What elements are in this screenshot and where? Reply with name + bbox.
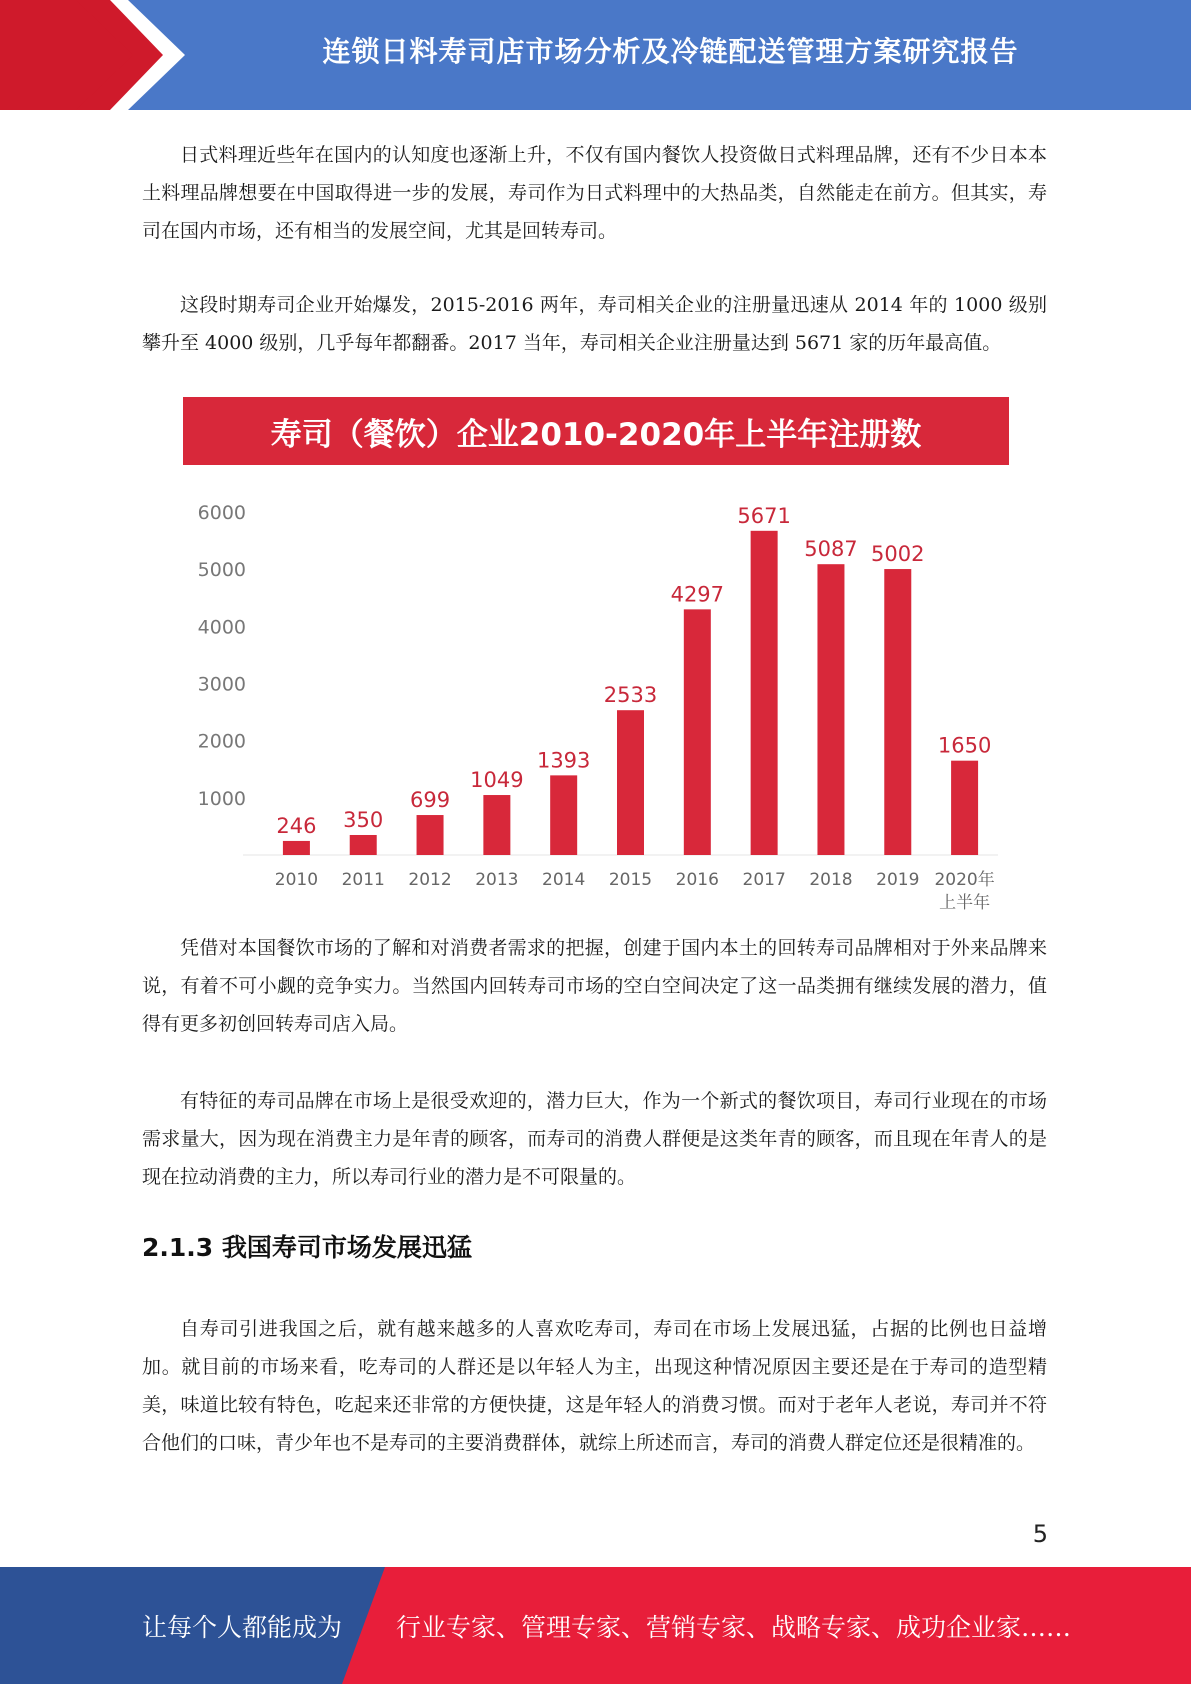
x-tick-label: 2010	[274, 870, 319, 890]
bar	[350, 835, 377, 855]
y-tick-label: 4000	[197, 616, 246, 639]
page-footer	[0, 1567, 1191, 1684]
paragraph-1: 日式料理近些年在国内的认知度也逐渐上升，不仅有国内餐饮人投资做日式料理品牌，还有不少日本本土料理品牌想要在中国取得进一步的发展，寿司作为日式料理中的大热品类，自然能走在前方。但其实，寿司在国内市场，还有相当的发展空间，尤其是回转寿司。	[142, 144, 1047, 242]
section-heading: 2.1.3 我国寿司市场发展迅猛	[142, 1233, 472, 1262]
x-tick-label: 2013	[475, 870, 519, 890]
bar	[550, 775, 577, 855]
bar	[483, 795, 510, 855]
y-tick-label: 3000	[197, 673, 246, 696]
header-title: 连锁日料寿司店市场分析及冷链配送管理方案研究报告	[322, 35, 1019, 68]
data-label: 699	[409, 788, 451, 813]
x-tick-label: 2015	[608, 870, 653, 890]
chart-title: 寿司（餐饮）企业2010-2020年上半年注册数	[183, 397, 1009, 465]
x-tick-label: 2019	[876, 870, 920, 890]
data-label: 1650	[937, 733, 992, 758]
bar	[617, 710, 644, 855]
x-tick-label: 2017	[742, 870, 786, 890]
x-tick-label: 上半年	[939, 893, 991, 913]
paragraph-5: 自寿司引进我国之后，就有越来越多的人喜欢吃寿司，寿司在市场上发展迅猛，占据的比例也日益增加。就目前的市场来看，吃寿司的人群还是以年轻人为主，出现这种情况原因主要还是在于寿司的造型精美，味道比较有特色，吃起来还非常的方便快捷，这是年轻人的消费习惯。而对于老年人老说，寿司并不符合他们的口味，青少年也不是寿司的主要消费群体，就综上所述而言，寿司的消费人群定位还是很精准的。	[142, 1318, 1047, 1454]
data-label: 2533	[603, 683, 658, 708]
x-tick-label: 2016	[675, 870, 719, 890]
x-tick-label: 2020年	[934, 870, 995, 890]
bar	[417, 815, 444, 855]
y-tick-label: 5000	[197, 559, 246, 582]
bar	[283, 841, 310, 855]
paragraph-3: 凭借对本国餐饮市场的了解和对消费者需求的把握，创建于国内本土的回转寿司品牌相对于外来品牌来说，有着不可小觑的竞争实力。当然国内回转寿司市场的空白空间决定了这一品类拥有继续发展的潜力，值得有更多初创回转寿司店入局。	[142, 937, 1047, 1035]
x-tick-label: 2014	[542, 870, 586, 890]
data-label: 1049	[470, 768, 524, 793]
x-tick-label: 2011	[341, 870, 385, 890]
bar	[884, 569, 911, 855]
data-label: 5671	[737, 503, 791, 528]
data-label: 5002	[871, 542, 925, 567]
x-tick-label: 2012	[408, 870, 452, 890]
page-header	[0, 0, 1191, 110]
data-label: 5087	[804, 537, 858, 562]
bar	[951, 761, 978, 855]
data-label: 350	[343, 807, 384, 832]
data-label: 4297	[670, 582, 725, 607]
bar-chart	[183, 480, 1009, 920]
x-tick-label: 2018	[809, 870, 853, 890]
data-label: 246	[276, 813, 317, 838]
y-tick-label: 2000	[197, 730, 246, 753]
y-tick-label: 1000	[197, 787, 246, 810]
bar	[751, 531, 778, 855]
paragraph-4: 有特征的寿司品牌在市场上是很受欢迎的，潜力巨大，作为一个新式的餐饮项目，寿司行业现在的市场需求量大，因为现在消费主力是年青的顾客，而寿司的消费人群便是这类年青的顾客，而且现在年青人的是现在拉动消费的主力，所以寿司行业的潜力是不可限量的。	[142, 1090, 1047, 1188]
footer-slogan-right: 行业专家、管理专家、营销专家、战略专家、成功企业家……	[396, 1612, 1072, 1642]
footer-slogan-left: 让每个人都能成为	[142, 1612, 343, 1642]
data-label: 1393	[536, 748, 591, 773]
y-tick-label: 6000	[197, 502, 246, 524]
bar	[817, 564, 844, 855]
page-number: 5	[1032, 1520, 1048, 1548]
bar	[684, 609, 711, 855]
paragraph-2: 这段时期寿司企业开始爆发，2015-2016 两年，寿司相关企业的注册量迅速从 2014 年的 1000 级别攀升至 4000 级别，几乎每年都翻番。2017 当年，寿司相关企业注册量达到 5671 家的历年最高值。	[142, 294, 1047, 354]
